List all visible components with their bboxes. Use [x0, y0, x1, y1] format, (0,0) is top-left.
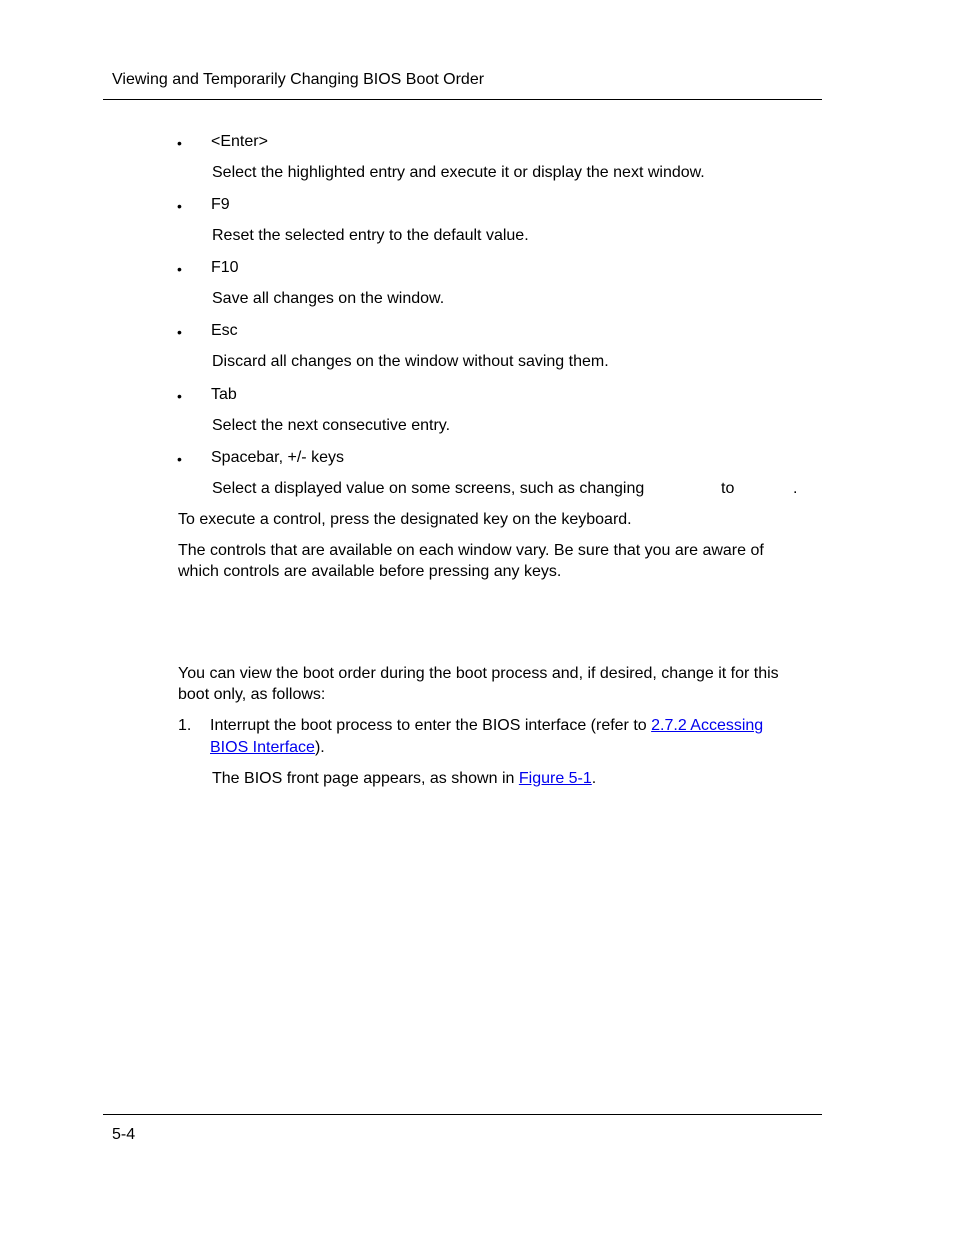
step-number: 1.: [178, 717, 192, 734]
step-text-after: ).: [314, 739, 325, 756]
page-number: 5-4: [112, 1126, 136, 1143]
control-key-enter: <Enter>: [211, 133, 268, 150]
control-key-spacebar: Spacebar, +/- keys: [211, 449, 344, 466]
control-description-f10: Save all changes on the window.: [212, 290, 445, 307]
step-text-line2: [210, 738, 325, 758]
control-key-f9: F9: [211, 196, 230, 213]
bullet: •: [177, 451, 182, 467]
control-description-spacebar-part3: .: [793, 480, 798, 497]
control-description-enter: Select the highlighted entry and execute it or display the next window.: [212, 164, 705, 181]
bullet: •: [177, 261, 182, 277]
bullet: •: [177, 135, 182, 151]
step-note: [212, 769, 596, 789]
page-header-title: Viewing and Temporarily Changing BIOS Boot Order: [112, 71, 485, 88]
step-text: [210, 716, 763, 736]
control-description-spacebar-part1: Select a displayed value on some screens, such as changing: [212, 480, 645, 497]
step-note-before: The BIOS front page appears, as shown in: [212, 770, 515, 787]
bullet: •: [177, 198, 182, 214]
control-description-tab: Select the next consecutive entry.: [212, 417, 451, 434]
control-key-f10: F10: [211, 259, 239, 276]
paragraph-vary-line1: The controls that are available on each window vary. Be sure that you are aware of: [178, 542, 764, 559]
control-description-f9: Reset the selected entry to the default value.: [212, 227, 529, 244]
step-note-after: .: [591, 770, 597, 787]
figure-5-1-link[interactable]: Figure 5-1: [518, 770, 592, 787]
paragraph-view-line2: boot only, as follows:: [178, 686, 326, 703]
paragraph-view-line1: You can view the boot order during the boot process and, if desired, change it for this: [178, 665, 779, 682]
bullet: •: [177, 324, 182, 340]
control-key-esc: Esc: [211, 322, 238, 339]
bullet: •: [177, 388, 182, 404]
control-description-spacebar-part2: to: [721, 480, 735, 497]
control-description-esc: Discard all changes on the window without saving them.: [212, 353, 609, 370]
control-key-tab: Tab: [211, 386, 237, 403]
paragraph-vary-line2: which controls are available before pressing any keys.: [178, 563, 562, 580]
footer-rule: [103, 1114, 822, 1115]
paragraph-execute: To execute a control, press the designated key on the keyboard.: [178, 511, 632, 528]
accessing-bios-interface-link-cont[interactable]: BIOS Interface: [210, 739, 315, 756]
accessing-bios-interface-link[interactable]: 2.7.2 Accessing: [651, 717, 764, 734]
step-text-before: Interrupt the boot process to enter the BIOS interface (refer to: [210, 717, 647, 734]
header-rule: [103, 99, 822, 100]
